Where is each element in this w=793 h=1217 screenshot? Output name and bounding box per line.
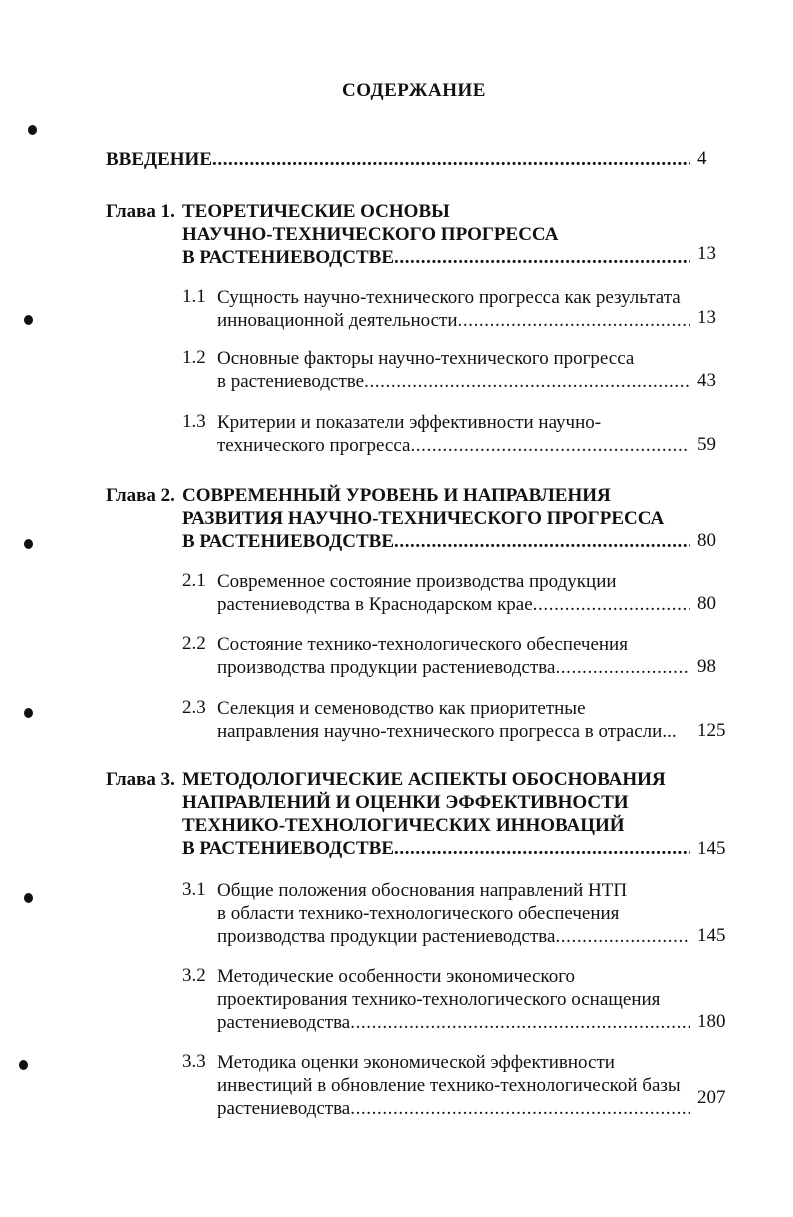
chapter-title-line: НАПРАВЛЕНИЙ И ОЦЕНКИ ЭФФЕКТИВНОСТИ — [182, 792, 629, 813]
leader-dots — [394, 246, 690, 269]
toc-entry-intro — [106, 148, 690, 171]
toc-page-number: 98 — [697, 656, 716, 677]
toc-page-number: 207 — [697, 1087, 726, 1108]
section-title-line: в растениеводстве — [217, 371, 365, 392]
toc-page-number: 59 — [697, 434, 716, 455]
section-title — [217, 411, 690, 457]
leader-dots — [410, 434, 690, 457]
section-title — [217, 965, 690, 1034]
section-number: 1.3 — [182, 411, 206, 432]
toc-page-number: 4 — [697, 148, 707, 169]
leader-dots — [555, 656, 690, 679]
toc-page-number: 13 — [697, 243, 716, 264]
chapter-title-line: МЕТОДОЛОГИЧЕСКИЕ АСПЕКТЫ ОБОСНОВАНИЯ — [182, 769, 666, 790]
section-title-line: Критерии и показатели эффективности научно- — [217, 412, 602, 433]
section-title — [217, 286, 690, 332]
leader-dots — [350, 1097, 690, 1120]
chapter-label: Глава 2. — [106, 485, 175, 506]
toc-page-number: 80 — [697, 593, 716, 614]
leader-dots — [555, 925, 690, 948]
section-title-line: Состояние технико-технологического обеспечения — [217, 634, 628, 655]
section-title — [217, 347, 690, 393]
section-number: 3.1 — [182, 879, 206, 900]
section-title-line: Общие положения обоснования направлений НТП — [217, 880, 628, 901]
section-number: 1.1 — [182, 286, 206, 307]
chapter-title-line: ТЕОРЕТИЧЕСКИЕ ОСНОВЫ — [182, 201, 450, 222]
page-title: СОДЕРЖАНИЕ — [342, 80, 486, 101]
section-title — [217, 570, 690, 616]
leader-dots — [350, 1011, 690, 1034]
chapter-title-line: РАЗВИТИЯ НАУЧНО-ТЕХНИЧЕСКОГО ПРОГРЕССА — [182, 508, 665, 529]
section-title — [217, 879, 690, 948]
section-title-line: Методика оценки экономической эффективности — [217, 1052, 615, 1073]
section-title-line: инновационной деятельности — [217, 310, 458, 331]
chapter-title — [182, 768, 690, 860]
section-title-line: производства продукции растениеводства — [217, 657, 556, 678]
margin-mark — [24, 315, 33, 325]
section-title-line: технического прогресса — [217, 435, 411, 456]
leader-dots — [394, 837, 690, 860]
section-title-line: Методические особенности экономического — [217, 966, 576, 987]
toc-page-number: 180 — [697, 1011, 726, 1032]
chapter-title-line: ТЕХНИКО-ТЕХНОЛОГИЧЕСКИХ ИННОВАЦИЙ — [182, 815, 625, 836]
margin-mark — [24, 539, 33, 549]
toc-page-number: 145 — [697, 925, 726, 946]
section-title-line: Современное состояние производства продукции — [217, 571, 617, 592]
chapter-label: Глава 3. — [106, 769, 175, 790]
leader-dots — [458, 309, 690, 332]
section-number: 1.2 — [182, 347, 206, 368]
chapter-title — [182, 200, 690, 269]
margin-mark — [24, 893, 33, 903]
section-title-line: Селекция и семеноводство как приоритетные — [217, 698, 586, 719]
toc-page-number: 125 — [697, 720, 726, 741]
chapter-title-line: В РАСТЕНИЕВОДСТВЕ — [182, 838, 394, 859]
section-title-line: производства продукции растениеводства — [217, 926, 556, 947]
chapter-title — [182, 484, 690, 553]
margin-mark — [24, 708, 33, 718]
section-title-line: инвестиций в обновление технико-технологической базы — [217, 1075, 681, 1096]
section-number: 2.3 — [182, 697, 206, 718]
toc-page-number: 80 — [697, 530, 716, 551]
toc-page-number: 145 — [697, 838, 726, 859]
section-title-line: растениеводства — [217, 1012, 351, 1033]
leader-dots — [364, 370, 690, 393]
toc-entry-text: ВВЕДЕНИЕ — [106, 149, 212, 170]
chapter-title-line: СОВРЕМЕННЫЙ УРОВЕНЬ И НАПРАВЛЕНИЯ — [182, 485, 611, 506]
margin-mark — [28, 125, 37, 135]
section-title-line: Основные факторы научно-технического прогресса — [217, 348, 635, 369]
chapter-title-line: В РАСТЕНИЕВОДСТВЕ — [182, 247, 394, 268]
section-title-line: растениеводства — [217, 1098, 351, 1119]
chapter-title-line: НАУЧНО-ТЕХНИЧЕСКОГО ПРОГРЕССА — [182, 224, 559, 245]
section-title-line: направления научно-технического прогресса в отрасли... — [217, 721, 677, 742]
chapter-title-line: В РАСТЕНИЕВОДСТВЕ — [182, 531, 394, 552]
leader-dots — [533, 593, 690, 616]
section-number: 2.2 — [182, 633, 206, 654]
section-number: 3.2 — [182, 965, 206, 986]
toc-page-number: 43 — [697, 370, 716, 391]
section-title — [217, 1051, 690, 1120]
chapter-label: Глава 1. — [106, 201, 175, 222]
section-title — [217, 633, 690, 679]
leader-dots — [394, 530, 690, 553]
section-title-line: Сущность научно-технического прогресса как результата — [217, 287, 681, 308]
section-title-line: растениеводства в Краснодарском крае — [217, 594, 533, 615]
margin-mark — [19, 1060, 28, 1070]
section-number: 2.1 — [182, 570, 206, 591]
section-title-line: проектирования технико-технологического оснащения — [217, 989, 661, 1010]
leader-dots — [212, 148, 690, 171]
section-number: 3.3 — [182, 1051, 206, 1072]
section-title — [217, 697, 693, 743]
section-title-line: в области технико-технологического обеспечения — [217, 903, 620, 924]
toc-page-number: 13 — [697, 307, 716, 328]
